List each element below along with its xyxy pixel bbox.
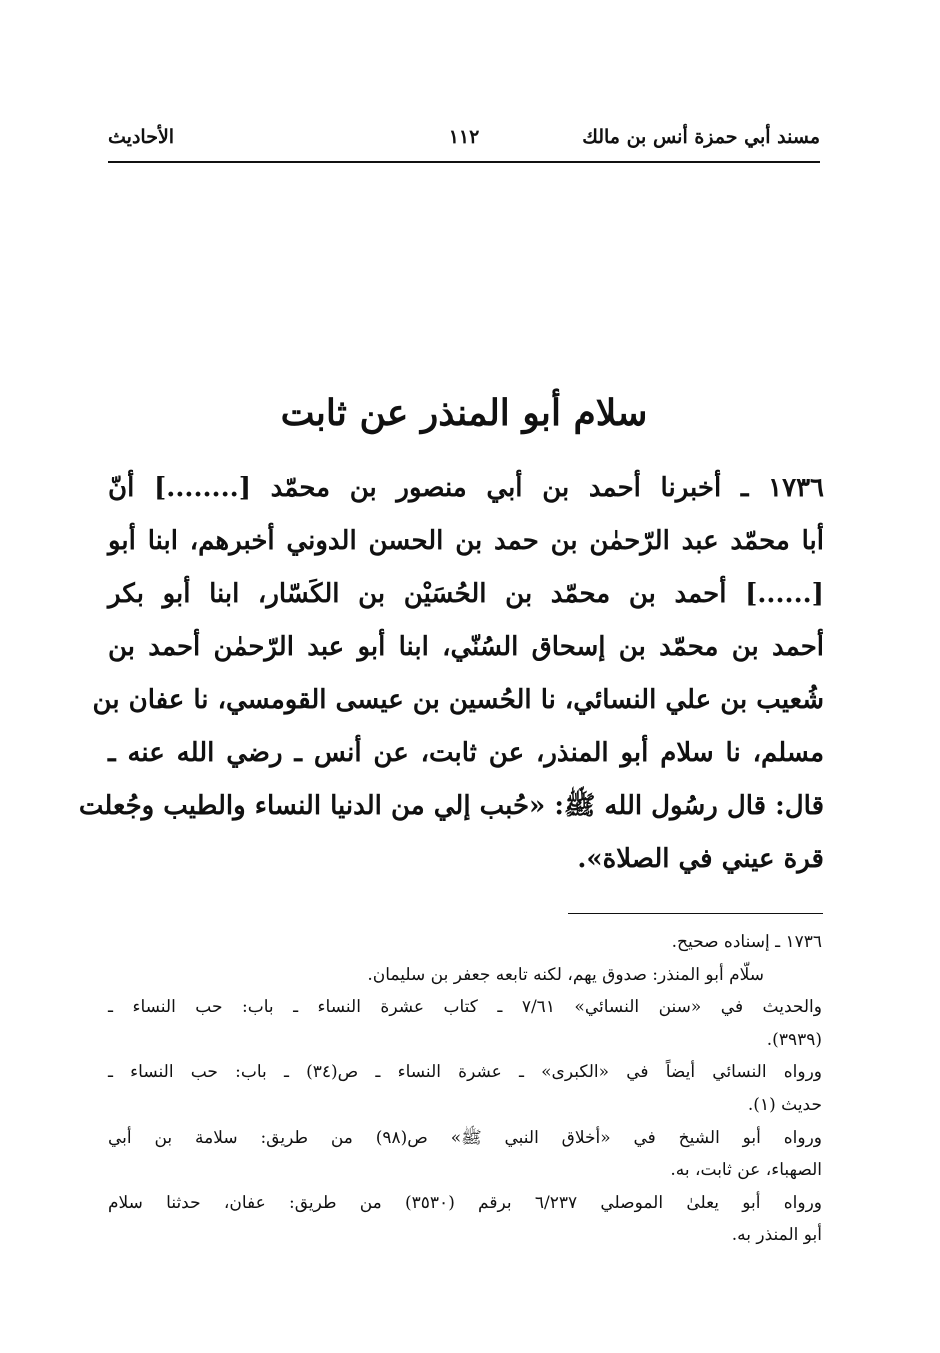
page-number: ١١٢ <box>448 126 480 148</box>
hadith-text <box>78 462 824 886</box>
running-header <box>108 122 820 160</box>
hadith-line: [......] أحمد بن محمّد بن الحُسَيْن بن الكَسّار، ابنا أبو بكر <box>108 579 824 609</box>
footnote-line: ١٧٣٦ ـ إسناده صحيح. <box>671 932 822 952</box>
footnote-line: ورواه النسائي أيضاً في «الكبرى» ـ عشرة النساء ـ ص(٣٤) ـ باب: حب النساء ـ <box>108 1062 823 1083</box>
hadith-line: مسلم، نا سلام أبو المنذر، عن ثابت، عن أنس ـ رضي الله عنه ـ <box>108 738 824 768</box>
footnote-line: أبو المنذر به. <box>731 1225 822 1246</box>
footnote-line: حديث (١). <box>747 1094 822 1115</box>
book-title: مسند أبي حمزة أنس بن مالك <box>582 126 820 148</box>
hadith-line: قرة عيني في الصلاة». <box>577 844 824 874</box>
footnote-line: ورواه أبو يعلىٰ الموصلي ٦/٢٣٧ برقم (٣٥٣٠) من طريق: عفان، حدثنا سلام <box>108 1192 822 1213</box>
footnote-line: (٣٩٣٩). <box>766 1029 822 1050</box>
footnote-line: ورواه أبو الشيخ في «أخلاق النبي ﷺ» ص(٩٨) من طريق: سلامة بن أبي <box>108 1127 822 1148</box>
footnote-line: الصهباء، عن ثابت، به. <box>670 1160 822 1181</box>
footnote-line: والحديث في «سنن النسائي» ٧/٦١ ـ كتاب عشرة النساء ـ باب: حب النساء ـ <box>108 997 822 1018</box>
footnote-rule <box>568 913 823 914</box>
header-rule <box>108 161 820 163</box>
hadith-line: ١٧٣٦ ـ أخبرنا أحمد بن أبي منصور بن محمّد [........] أنّ <box>108 473 824 503</box>
section-name: الأحاديث <box>108 126 175 148</box>
hadith-line: أبا محمّد عبد الرّحمٰن بن حمد بن الحسن الدوني أخبرهم، ابنا أبو <box>108 526 824 556</box>
section-title: سلام أبو المنذر عن ثابت <box>280 392 648 434</box>
hadith-line: قال: قال رسُول الله ﷺ: «حُبب إلي من الدنيا النساء والطيب وجُعلت <box>78 791 824 821</box>
hadith-line: شُعيب بن علي النسائي، نا الحُسين بن عيسى القومسي، نا عفان بن <box>92 685 824 715</box>
footnotes <box>108 926 822 1252</box>
hadith-line: أحمد بن محمّد بن إسحاق السُنّي، ابنا أبو عبد الرّحمٰن أحمد بن <box>108 632 824 662</box>
footnote-line: سلّام أبو المنذر: صدوق يهم، لكنه تابعه جعفر بن سليمان. <box>367 964 764 985</box>
